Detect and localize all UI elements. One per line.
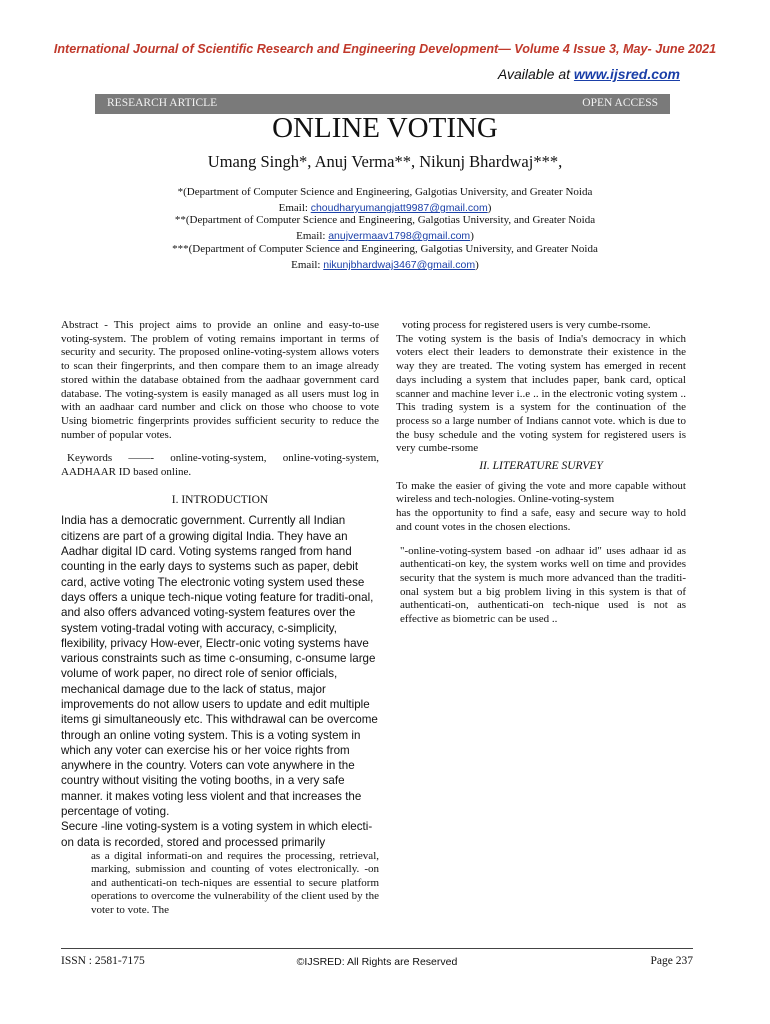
left-column bbox=[61, 319, 379, 917]
voting-system-text: The voting system is the basis of India's democracy in which voters elect their leaders to demonstrate their existence in the way they are treated. The voting system has emerged in recent days including a system that includes paper, bank card, optical scanner and machine lever i..e .. in the electronic voting system .. This trading system is a system for the continuation of the process so a large number of Indians cannot vote. which is due to the busy schedule and the voting system for registered users is very cumbe-rsome bbox=[396, 332, 686, 455]
voting-process-text: voting process for registered users is very cumbe-rsome. bbox=[402, 319, 651, 331]
section-heading-introduction: I. INTRODUCTION bbox=[171, 493, 269, 506]
page-number: Page 237 bbox=[650, 955, 693, 967]
journal-link[interactable]: www.ijsred.com bbox=[573, 66, 680, 82]
affiliation-dept: ***(Department of Computer Science and Engineering, Galgotias University, and Greater Noida bbox=[172, 243, 598, 255]
available-label: Available at bbox=[497, 66, 574, 82]
literature-text-3: "-online-voting-system based -on adhaar id" uses adhaar id as authenticati-on key, the system works well on time and provides security that the system is much more advanced than the traditi-onal system but a big problem living in this system is that of authenticati-on, authenticati-on tech-nique used is not as effective as biometric can be used .. bbox=[400, 544, 686, 626]
availability-line bbox=[498, 66, 680, 82]
secure-voting-intro: Secure -line voting-system is a voting system in which electi-on data is recorded, stored and processed primarily bbox=[61, 820, 373, 849]
affiliation-dept: *(Department of Computer Science and Engineering, Galgotias University, and Greater Noida bbox=[177, 186, 593, 198]
literature-text-1: To make the easier of giving the vote and more capable without wireless and tech-nologies. Online-voting-system bbox=[396, 479, 686, 506]
literature-text-2: has the opportunity to find a safe, easy and secure way to hold and count votes in the chosen elections. bbox=[396, 507, 686, 533]
section-heading-literature-survey: II. LITERATURE SURVEY bbox=[479, 460, 603, 473]
footer-divider bbox=[61, 948, 693, 949]
email-link[interactable]: choudharyumangjatt9987@gmail.com bbox=[310, 202, 488, 214]
page-footer bbox=[61, 955, 693, 971]
open-access-label: OPEN ACCESS bbox=[582, 97, 658, 109]
keywords: Keywords ——- online-voting-system, online-voting-system, AADHAAR ID based online. bbox=[61, 452, 379, 479]
affiliation-dept: **(Department of Computer Science and Engineering, Galgotias University, and Greater Noida bbox=[174, 214, 596, 226]
affiliation-2 bbox=[0, 212, 770, 244]
issn: ISSN : 2581-7175 bbox=[61, 955, 145, 967]
research-article-label: RESEARCH ARTICLE bbox=[107, 97, 218, 109]
article-type-bar bbox=[95, 94, 670, 114]
journal-header: International Journal of Scientific Research and Engineering Development— Volume 4 Issue 3, May- June 2021 bbox=[53, 42, 717, 56]
affiliation-email-line: Email: anujvermaav1798@gmail.com) bbox=[296, 230, 474, 242]
paper-title: ONLINE VOTING bbox=[272, 112, 498, 144]
copyright: ©IJSRED: All Rights are Reserved bbox=[296, 956, 458, 968]
author-list: Umang Singh*, Anuj Verma**, Nikunj Bhardwaj***, bbox=[207, 152, 563, 171]
affiliation-3 bbox=[0, 241, 770, 273]
email-link[interactable]: nikunjbhardwaj3467@gmail.com bbox=[323, 259, 476, 271]
email-link[interactable]: anujvermaav1798@gmail.com bbox=[328, 230, 471, 242]
right-column bbox=[396, 319, 686, 627]
secure-voting-text: as a digital informati-on and requires the processing, retrieval, marking, submission and counting of votes electronically. -on and authenticati-on tech-niques are essential to secure platform operations to overcome the vulnerability of the client used by the voter to vote. The bbox=[91, 849, 379, 916]
introduction-text: India has a democratic government. Currently all Indian citizens are part of a growing digital India. They have an Aadhar digital ID card. Voting systems ranged from hand counting in the early days to systems such as paper, debit card, active voting The electronic voting system used these days offers a unique tech-nique voting feature for traditi-onal, and also offers advanced voting-system features over the system voting-tradal voting with accuracy, c-simplicity, flexibility, privacy How-ever, Electr-onic voting systems have various constraints such as time c-onsuming, c-onsume large volume of work paper, no direct role of senior officials, mechanical damage due to the lack of status, major improvements do not allow users to update and edit multiple items gi simultaneously etc. This withdrawal can be overcome through an online voting system. This is a voting system in which any voter can exercise his or her voice rights from anywhere in the country. Voters can vote anywhere in the country without visiting the voting booths, in a very safe manner. it makes voting less violent and that increases the percentage of voting. bbox=[61, 514, 378, 819]
abstract: Abstract - This project aims to provide an online and easy-to-use voting-system. The problem of voting remains important in terms of security and security. The proposed online-voting-system allows voters to scan their fingerprints, and then compare them to an image already stored within the database obtained from the aadhaar government card database. The voting-system is easily managed as all users must log in with an aadhaar card number and click on those who choose to vote Using biometric fingerprints provides sufficient security to reduce the number of popular votes. bbox=[61, 319, 379, 441]
affiliation-email-line: Email: choudharyumangjatt9987@gmail.com) bbox=[278, 202, 492, 214]
affiliation-email-line: Email: nikunjbhardwaj3467@gmail.com) bbox=[291, 259, 479, 271]
